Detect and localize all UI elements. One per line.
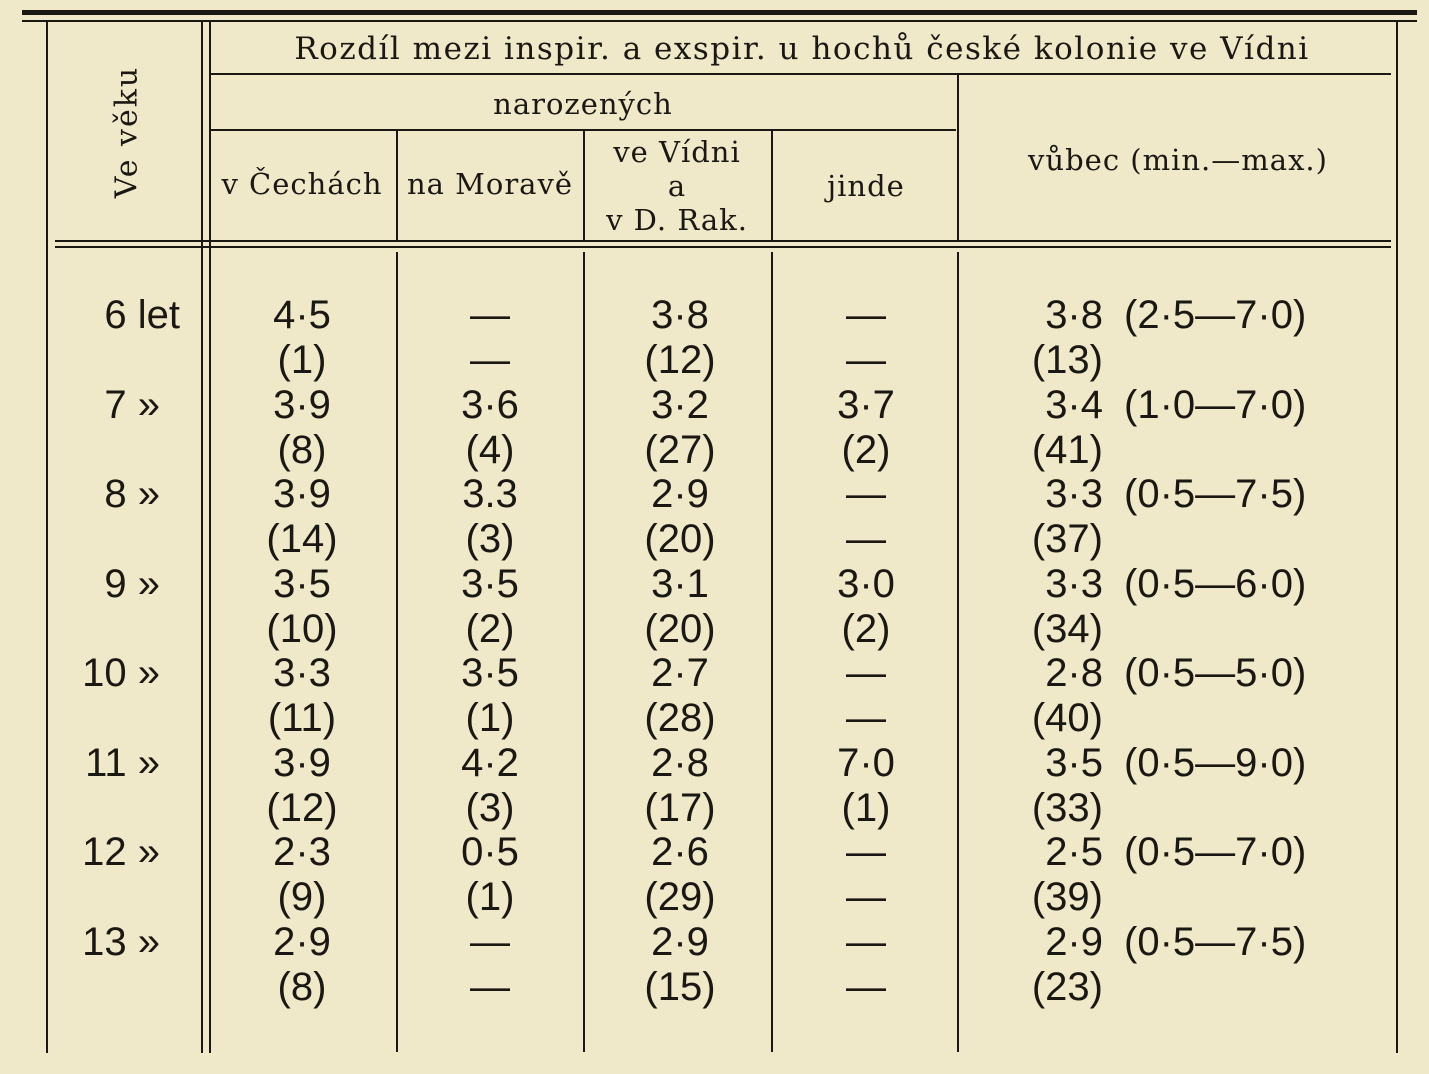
- viden-count-cell: (27): [644, 428, 716, 472]
- cechy-value-cell: 2·3: [273, 830, 331, 874]
- vubec-range-cell: (0·5—7·0): [1124, 830, 1307, 874]
- morava-value-cell: 0·5: [461, 830, 519, 874]
- morava-value-cell: —: [470, 293, 510, 337]
- jinde-count-cell: (2): [841, 607, 891, 651]
- top-rule-thick: [22, 10, 1417, 15]
- vubec-range-cell: (0·5—7·5): [1124, 472, 1307, 516]
- col-header-jinde: jinde: [827, 169, 905, 203]
- body-div-1: [396, 252, 398, 1052]
- morava-count-cell: —: [470, 965, 510, 1009]
- viden-count-cell: (28): [644, 696, 716, 740]
- cechy-count-cell: (12): [266, 786, 338, 830]
- vubec-value-cell: 2·5: [1045, 830, 1103, 874]
- morava-value-cell: 3·6: [461, 383, 519, 427]
- jinde-count-cell: —: [846, 517, 886, 561]
- header-rule-a: [55, 240, 1391, 242]
- body-div-2: [583, 252, 585, 1052]
- vubec-value-cell: 3·5: [1045, 741, 1103, 785]
- col-header-viden-line1: ve Vídni: [613, 135, 741, 169]
- viden-count-cell: (29): [644, 875, 716, 919]
- left-border: [46, 21, 48, 1053]
- viden-value-cell: 2·8: [651, 741, 709, 785]
- jinde-value-cell: —: [846, 472, 886, 516]
- body-div-3: [771, 252, 773, 1052]
- vubec-count-cell: (39): [1031, 875, 1103, 919]
- hdr-div-2: [583, 130, 585, 240]
- col-header-viden-line3: v D. Rak.: [606, 203, 748, 237]
- age-cell: 8 »: [104, 472, 160, 516]
- viden-value-cell: 3·8: [651, 293, 709, 337]
- vubec-value-cell: 3·3: [1045, 472, 1103, 516]
- stub-divider-a: [201, 21, 203, 1053]
- age-cell: 12 »: [82, 830, 160, 874]
- vubec-value-cell: 3·8: [1045, 293, 1103, 337]
- table-title: Rozdíl mezi inspir. a exspir. u hochů české kolonie ve Vídni: [294, 31, 1310, 67]
- morava-count-cell: (1): [465, 696, 515, 740]
- col-header-vubec: vůbec (min.—max.): [1028, 143, 1328, 177]
- jinde-count-cell: —: [846, 965, 886, 1009]
- cechy-count-cell: (10): [266, 607, 338, 651]
- jinde-value-cell: —: [846, 293, 886, 337]
- stub-header: Ve věku: [109, 65, 145, 199]
- title-underline: [211, 73, 1391, 75]
- vubec-value-cell: 3·4: [1045, 383, 1103, 427]
- morava-count-cell: (2): [465, 607, 515, 651]
- viden-value-cell: 2·9: [651, 472, 709, 516]
- vubec-range-cell: (0·5—9·0): [1124, 741, 1307, 785]
- morava-count-cell: (4): [465, 428, 515, 472]
- morava-value-cell: 3.3: [462, 472, 518, 516]
- cechy-count-cell: (8): [277, 428, 327, 472]
- morava-value-cell: 4·2: [461, 741, 519, 785]
- viden-count-cell: (20): [644, 607, 716, 651]
- col-header-viden: [606, 135, 748, 237]
- cechy-count-cell: (11): [267, 696, 337, 740]
- viden-count-cell: (17): [644, 786, 716, 830]
- group-header-narozenych: narozených: [493, 87, 673, 121]
- cechy-value-cell: 2·9: [273, 920, 331, 964]
- viden-value-cell: 3·2: [651, 383, 709, 427]
- col-header-morava: na Moravě: [406, 167, 574, 201]
- cechy-count-cell: (8): [277, 965, 327, 1009]
- cechy-count-cell: (9): [277, 875, 327, 919]
- cechy-value-cell: 3·3: [273, 651, 331, 695]
- vubec-count-cell: (40): [1031, 696, 1103, 740]
- viden-value-cell: 2·7: [651, 651, 709, 695]
- header-rule-b: [55, 246, 1391, 248]
- jinde-value-cell: —: [846, 651, 886, 695]
- morava-value-cell: —: [470, 920, 510, 964]
- age-cell: 13 »: [82, 920, 160, 964]
- jinde-value-cell: 3·7: [837, 383, 895, 427]
- viden-value-cell: 2·9: [651, 920, 709, 964]
- jinde-count-cell: (1): [841, 786, 891, 830]
- right-border: [1396, 21, 1398, 1053]
- jinde-count-cell: —: [846, 696, 886, 740]
- age-cell: 6 let: [104, 293, 180, 337]
- morava-value-cell: 3·5: [461, 562, 519, 606]
- viden-value-cell: 2·6: [651, 830, 709, 874]
- vubec-value-cell: 3·3: [1045, 562, 1103, 606]
- vubec-count-cell: (34): [1031, 607, 1103, 651]
- cechy-value-cell: 3·9: [273, 741, 331, 785]
- vubec-count-cell: (37): [1031, 517, 1103, 561]
- morava-count-cell: (3): [465, 517, 515, 561]
- cechy-count-cell: (14): [266, 517, 338, 561]
- cechy-value-cell: 3·9: [273, 472, 331, 516]
- viden-value-cell: 3·1: [651, 562, 709, 606]
- morava-value-cell: 3·5: [461, 651, 519, 695]
- col-header-viden-line2: a: [667, 169, 687, 203]
- vubec-count-cell: (33): [1031, 786, 1103, 830]
- vubec-range-cell: (1·0—7·0): [1124, 383, 1307, 427]
- morava-count-cell: —: [470, 338, 510, 382]
- jinde-value-cell: —: [846, 920, 886, 964]
- top-rule-thin: [22, 20, 1417, 22]
- vubec-range-cell: (2·5—7·0): [1124, 293, 1307, 337]
- cechy-count-cell: (1): [277, 338, 327, 382]
- jinde-value-cell: —: [846, 830, 886, 874]
- cechy-value-cell: 3·9: [273, 383, 331, 427]
- vubec-range-cell: (0·5—7·5): [1124, 920, 1307, 964]
- hdr-div-3: [771, 130, 773, 240]
- vubec-count-cell: (23): [1031, 965, 1103, 1009]
- hdr-div-4: [957, 74, 959, 240]
- jinde-value-cell: 7·0: [837, 741, 895, 785]
- morava-count-cell: (1): [465, 875, 515, 919]
- vubec-count-cell: (41): [1031, 428, 1103, 472]
- vubec-count-cell: (13): [1031, 338, 1103, 382]
- viden-count-cell: (15): [644, 965, 716, 1009]
- body-div-4: [957, 252, 959, 1052]
- jinde-count-cell: —: [846, 338, 886, 382]
- age-cell: 7 »: [104, 383, 160, 427]
- jinde-count-cell: —: [846, 875, 886, 919]
- jinde-count-cell: (2): [841, 428, 891, 472]
- vubec-value-cell: 2·9: [1045, 920, 1103, 964]
- hdr-div-1: [396, 130, 398, 240]
- age-cell: 10 »: [82, 651, 160, 695]
- age-cell: 11 »: [85, 741, 160, 785]
- morava-count-cell: (3): [465, 786, 515, 830]
- vubec-range-cell: (0·5—6·0): [1124, 562, 1307, 606]
- age-cell: 9 »: [104, 562, 160, 606]
- col-header-cechy: v Čechách: [221, 167, 383, 201]
- stub-divider-b: [209, 21, 211, 1053]
- cechy-value-cell: 3·5: [273, 562, 331, 606]
- viden-count-cell: (20): [644, 517, 716, 561]
- viden-count-cell: (12): [644, 338, 716, 382]
- jinde-value-cell: 3·0: [837, 562, 895, 606]
- cechy-value-cell: 4·5: [273, 293, 331, 337]
- vubec-value-cell: 2·8: [1045, 651, 1103, 695]
- vubec-range-cell: (0·5—5·0): [1124, 651, 1307, 695]
